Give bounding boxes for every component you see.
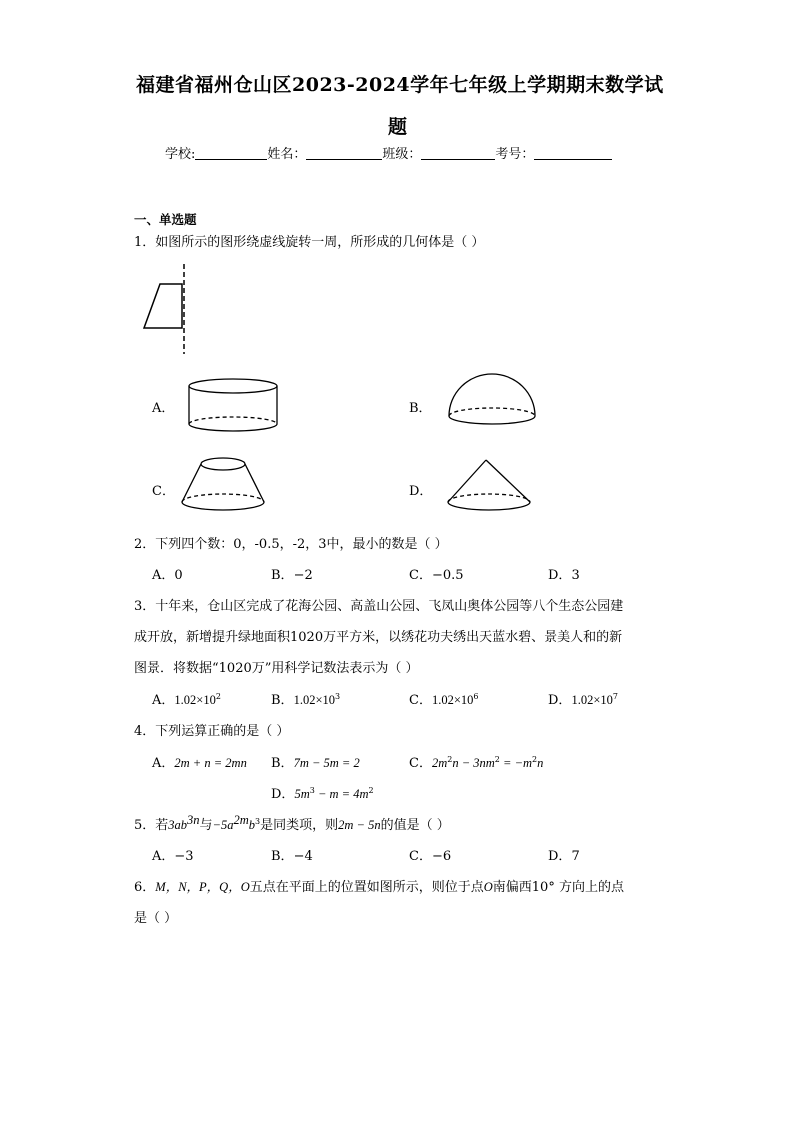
q4-stem: 4．下列运算正确的是（ ） [134,724,290,739]
page-title-line1: 福建省福州仓山区2023-2024学年七年级上学期期末数学试 [136,74,664,96]
q5-option-a[interactable]: A．−3 [152,849,194,864]
q1-stem: 1．如图所示的图形绕虚线旋转一周，所形成的几何体是（ ） [134,235,485,250]
class-label: 班级： [382,147,422,162]
frustum-icon[interactable] [178,454,268,516]
q6-line1: 6．M，N，P，Q，O五点在平面上的位置如图所示，则位于点O南偏西10° 方向上的点 [134,880,624,895]
q1-option-d-label[interactable]: D． [409,484,433,499]
class-blank[interactable] [421,147,495,160]
q4-option-d[interactable]: D．$5m^3 - m = 4m^2$ [271,786,374,802]
q2-option-d[interactable]: D．3 [548,568,580,583]
q3-line3: 图景．将数据“1020万”用科学记数法表示为（ ） [134,661,419,676]
q2-option-a[interactable]: A．0 [152,568,183,583]
school-blank[interactable] [195,147,267,160]
q3-line1: 3．十年来，仓山区完成了花海公园、高盖山公园、飞凤山奥体公园等八个生态公园建 [134,599,624,614]
cone-icon[interactable] [444,456,534,516]
page-title-line2: 题 [388,116,408,138]
q4-option-b[interactable]: B．7m − 5m = 2 [271,756,360,771]
q3-option-d[interactable]: D．$1.02\times 10^7$ [548,692,618,708]
info-line [165,147,612,161]
q4-option-a[interactable]: A．2m + n = 2mn [152,756,247,771]
q2-stem: 2．下列四个数：0，-0.5，-2，3中，最小的数是（ ） [134,537,448,552]
q3-option-b[interactable]: B．$1.02\times 10^3$ [271,692,341,708]
school-label: 学校: [165,147,196,162]
q1-option-a-label[interactable]: A． [152,401,175,416]
q3-option-a[interactable]: A．$1.02\times 10^2$ [152,692,221,708]
number-label: 考号： [495,147,535,162]
cylinder-icon[interactable] [186,376,282,434]
q6-line2: 是（ ） [134,911,178,926]
q1-option-b-label[interactable]: B． [409,401,432,416]
name-label: 姓名： [267,147,307,162]
q2-option-c[interactable]: C．−0.5 [409,568,464,583]
q5-option-c[interactable]: C．−6 [409,849,452,864]
q4-option-c[interactable]: C．$2m^2n - 3nm^2 = -m^2n$ [409,755,544,771]
q5-option-d[interactable]: D．7 [548,849,580,864]
section-header: 一、单选题 [134,212,197,227]
q5-option-b[interactable]: B．−4 [271,849,313,864]
trapezoid-shape [144,284,182,328]
hemisphere-icon[interactable] [446,370,538,430]
q1-option-c-label[interactable]: C． [152,484,175,499]
name-blank[interactable] [306,147,382,160]
q1-figure-trapezoid [138,262,194,358]
q3-option-c[interactable]: C．$1.02\times 10^6$ [409,692,479,708]
q5-stem: 5．若$3ab^{3n}$与$-5a^{2m}b^3$是同类项，则2m − 5n的值是（ ） [134,813,450,833]
q2-option-b[interactable]: B．−2 [271,568,313,583]
number-blank[interactable] [534,147,612,160]
q3-line2: 成开放，新增提升绿地面积1020万平方米，以绣花功夫绣出天蓝水碧、景美人和的新 [134,630,623,645]
